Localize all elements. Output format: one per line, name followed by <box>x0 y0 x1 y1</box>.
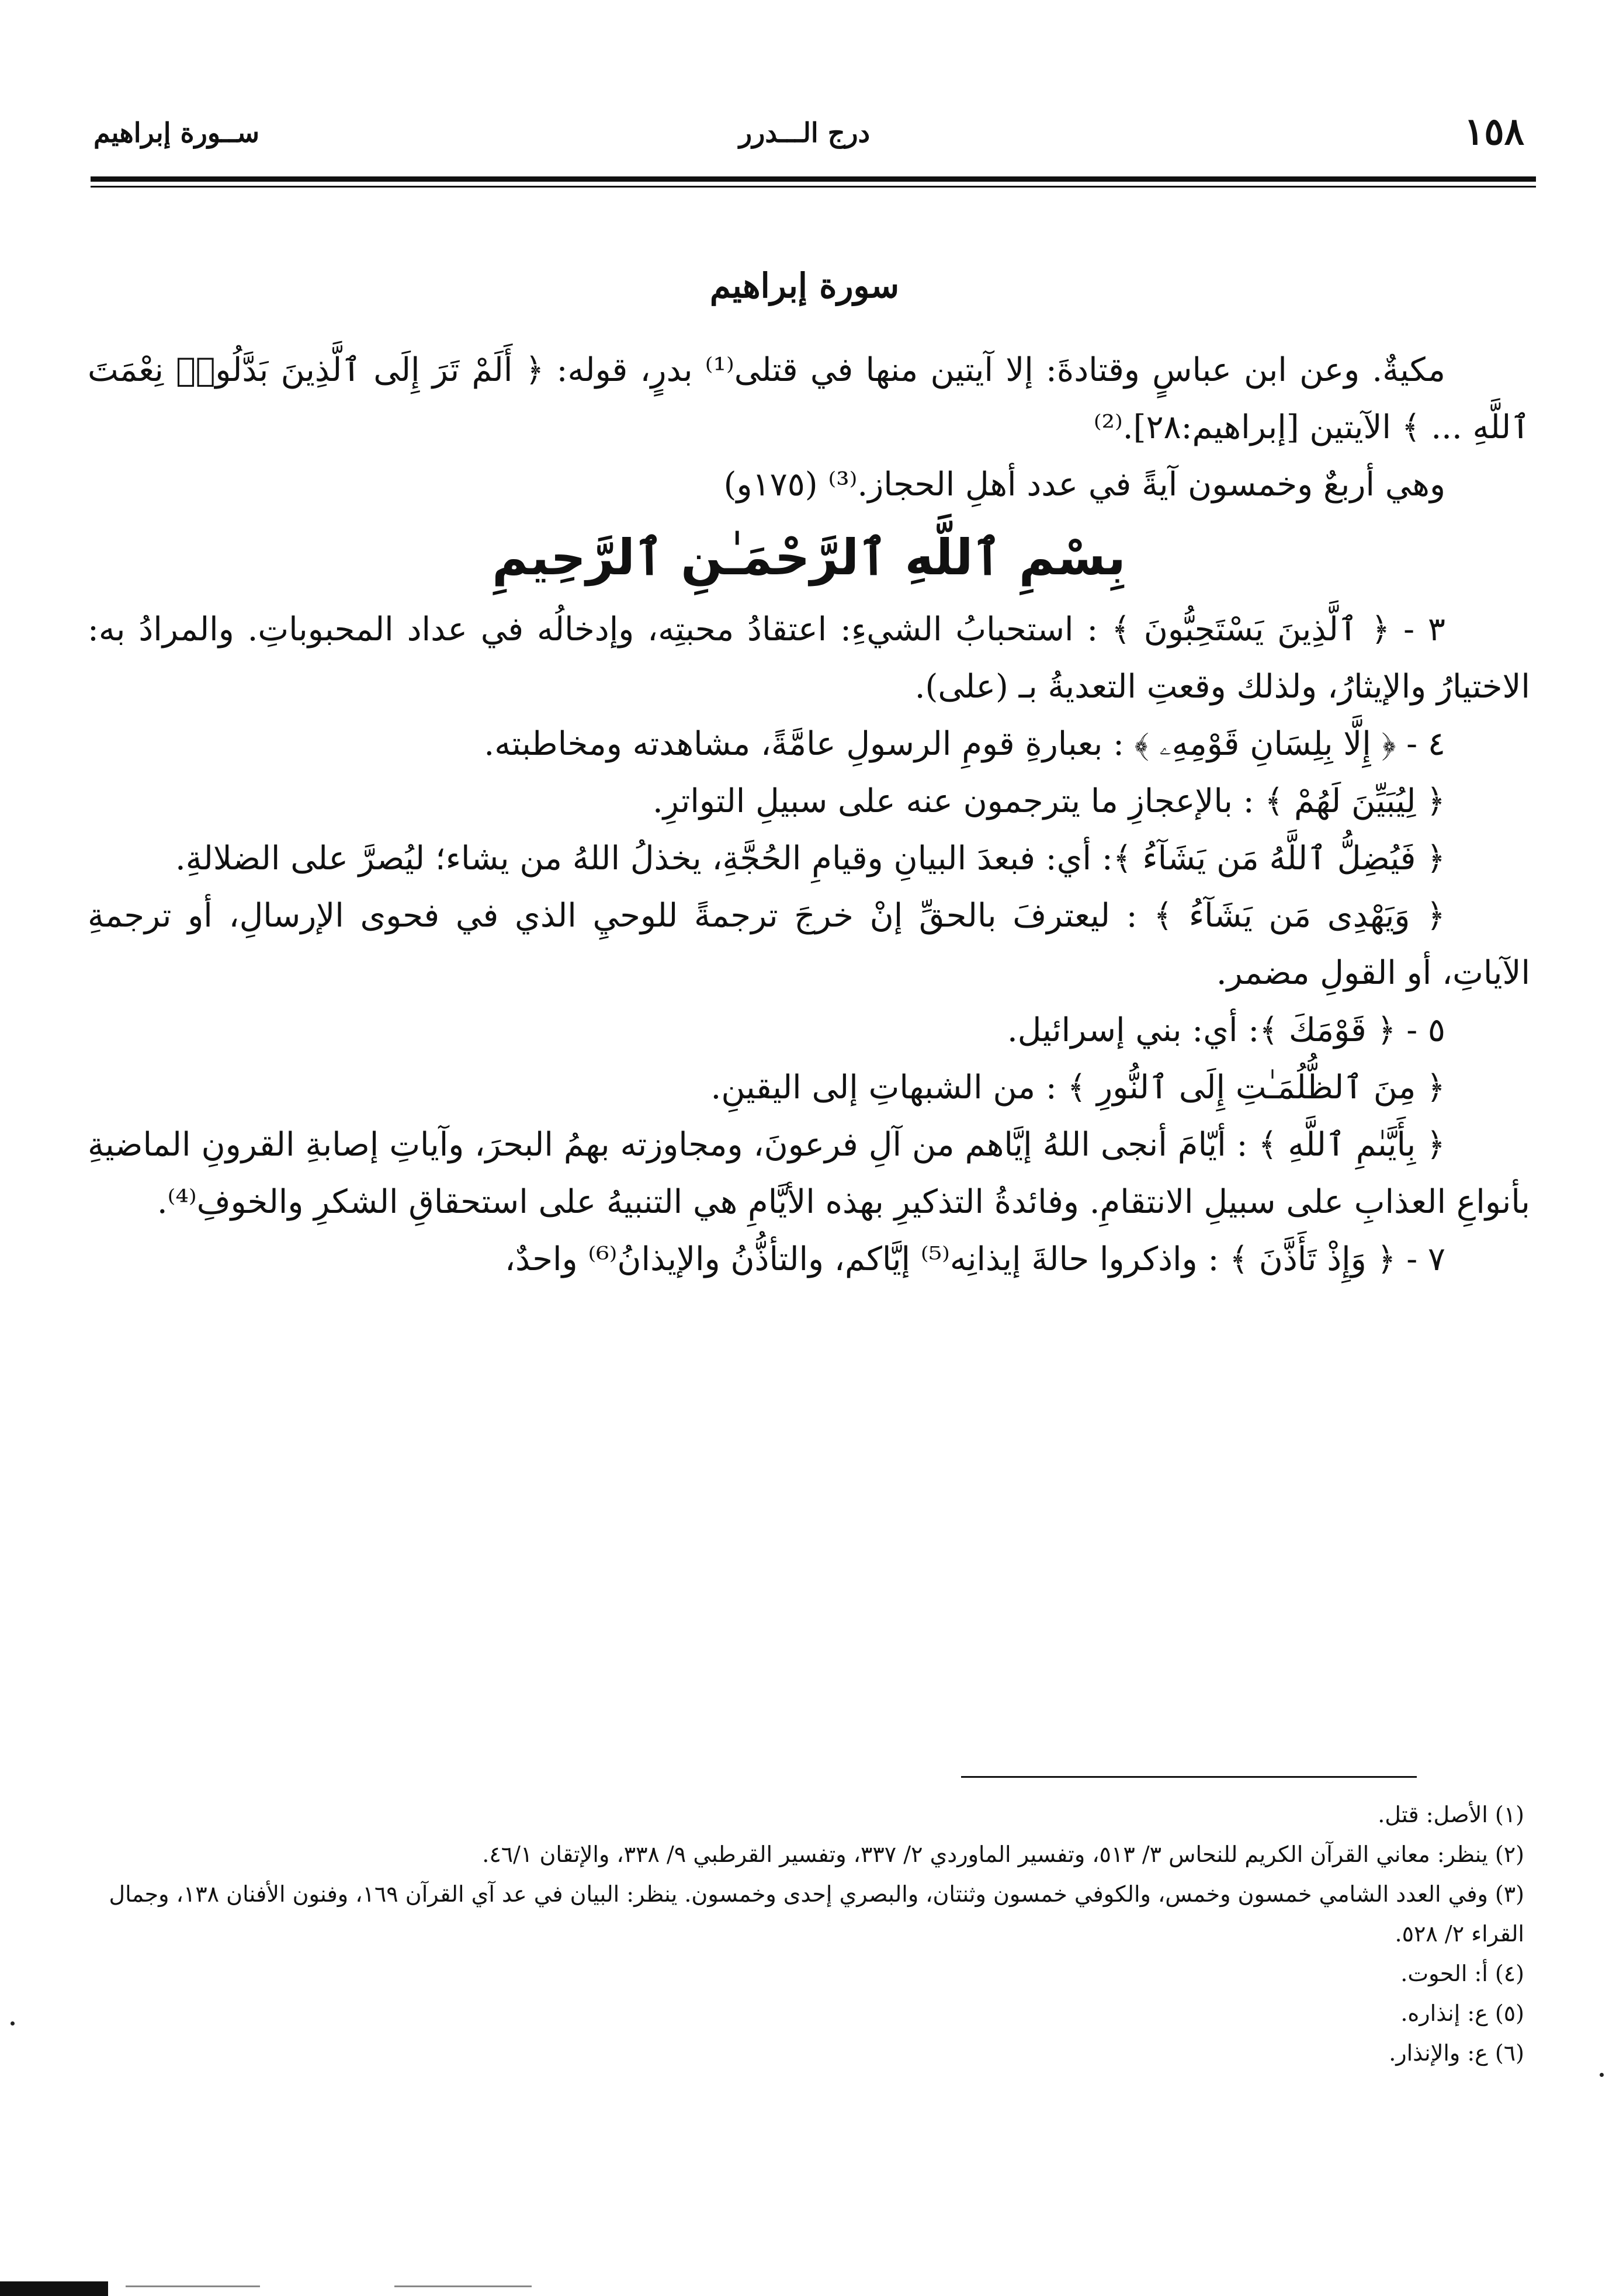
scan-edge-line <box>394 2285 532 2287</box>
basmala: بِسْمِ ٱللَّهِ ٱلرَّحْمَـٰنِ ٱلرَّحِيمِ <box>492 529 1126 586</box>
scan-edge-mark <box>0 2281 108 2296</box>
commentary-li-yubayyina: ﴿ لِيُبَيِّنَ لَهُمْ ﴾ : بالإعجازِ ما يترجمون عنه على سبيلِ التواترِ. <box>653 782 1445 820</box>
footnote-4: (٤) أ: الحوت. <box>1400 1961 1524 1986</box>
main-text <box>88 342 1530 1288</box>
scan-speck <box>1600 2073 1604 2077</box>
commentary-fa-yudillu: ﴿ فَيُضِلُّ ٱللَّهُ مَن يَشَآءُ ﴾: أي: فبعدَ البيانِ وقيامِ الحُجَّةِ، يخذلُ اللهُ من يشاء؛ ليُصرَّ على الضلالةِ. <box>175 840 1445 878</box>
intro-paragraph: مكيةٌ. وعن ابن عباسٍ وقتادةَ: إلا آيتين منها في قتلى⁽¹⁾ بدرٍ، قوله: ﴿ أَلَمْ تَرَ إِلَى ٱلَّذِينَ بَدَّلُوا۟ نِعْمَتَ ٱللَّهِ ... ﴾ الآيتين [إبراهيم:٢٨].⁽²⁾ <box>88 351 1530 446</box>
footnote-6: (٦) ع: والإنذار. <box>1389 2040 1524 2066</box>
commentary-wa-yahdi: ﴿ وَيَهْدِى مَن يَشَآءُ ﴾ : ليعترفَ بالحقِّ إنْ خرجَ ترجمةً للوحيِ الذي في فحوى الإرسالِ، أو ترجمةِ الآياتِ، أو القولِ مضمر. <box>88 897 1530 992</box>
header-rule-thick <box>91 176 1536 182</box>
verse-count-paragraph: وهي أربعٌ وخمسون آيةً في عدد أهلِ الحجاز.⁽³⁾ (١٧٥و) <box>723 466 1445 504</box>
scan-speck <box>11 2021 15 2026</box>
commentary-verse-7: ٧ - ﴿ وَإِذْ تَأَذَّنَ ﴾ : واذكروا حالةَ إيذانِه⁽⁵⁾ إيَّاكم، والتأذُّنُ والإيذانُ⁽⁶⁾ واحدٌ، <box>504 1240 1445 1278</box>
footnote-5: (٥) ع: إنذاره. <box>1400 2000 1524 2026</box>
footnote-2: (٢) ينظر: معاني القرآن الكريم للنحاس ٣/ ٥١٣، وتفسير الماوردي ٢/ ٣٣٧، وتفسير القرطبي ٩/ ٣٣٨، والإتقان ٤٦/١. <box>482 1841 1524 1867</box>
commentary-verse-5: ٥ - ﴿ قَوْمَكَ ﴾: أي: بني إسرائيل. <box>1007 1011 1445 1049</box>
commentary-verse-4: ٤ - ﴿ إِلَّا بِلِسَانِ قَوْمِهِۦ ﴾ : بعبارةِ قومِ الرسولِ عامَّةً، مشاهدته ومخاطبته. <box>484 725 1445 763</box>
footnote-1: (١) الأصل: قتل. <box>1378 1802 1524 1827</box>
footnote-3: (٣) وفي العدد الشامي خمسون وخمس، والكوفي خمسون وثنتان، والبصري إحدى وخمسون. ينظر: البيان في عد آي القرآن ١٦٩، وفنون الأفنان ١٣٨، وجمال القراء ٢/ ٥٢٨. <box>109 1881 1524 1947</box>
running-surah-name: ســورة إبراهيم <box>93 117 260 148</box>
commentary-zulumat: ﴿ مِنَ ٱلظُّلُمَـٰتِ إِلَى ٱلنُّورِ ﴾ : من الشبهاتِ إلى اليقينِ. <box>710 1069 1445 1107</box>
page-number: ١٥٨ <box>1464 110 1524 154</box>
commentary-verse-3: ٣ - ﴿ ٱلَّذِينَ يَسْتَحِبُّونَ ﴾ : استحبابُ الشيءِ: اعتقادُ محبتِه، وإدخالُه في عداد المحبوباتِ. والمرادُ به: الاختيارُ والإيثارُ، ولذلك وقعتِ التعديةُ بـ (على). <box>88 611 1530 706</box>
commentary-ayyam-allah: ﴿ بِأَيَّىٰمِ ٱللَّهِ ﴾ : أيّامَ أنجى اللهُ إيَّاهم من آلِ فرعونَ، ومجاوزته بهمُ البحرَ، وآياتِ إصابةِ القرونِ الماضيةِ بأنواعِ العذابِ على سبيلِ الانتقامِ. وفائدةُ التذكيرِ بهذه الأيَّامِ هي التنبيهُ على استحقاقِ الشكرِ والخوفِ⁽⁴⁾. <box>88 1126 1530 1221</box>
footnotes <box>88 1795 1524 2073</box>
running-book-title: درج الـــدرر <box>738 117 871 148</box>
surah-title: سورة إبراهيم <box>709 266 900 306</box>
scan-edge-line <box>126 2285 260 2287</box>
header-rule-thin <box>91 186 1536 188</box>
footnote-separator <box>961 1776 1417 1778</box>
